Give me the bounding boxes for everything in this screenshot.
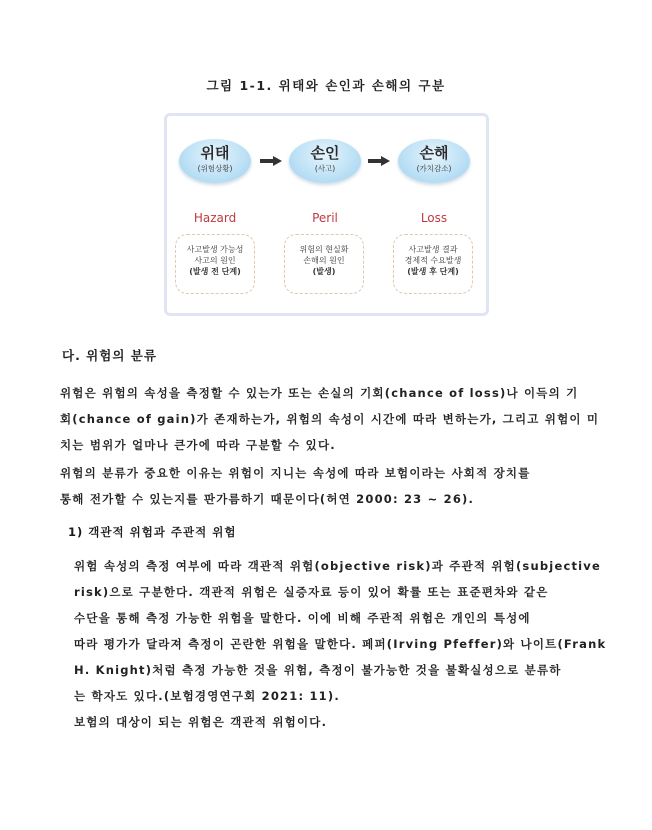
node-peril xyxy=(289,139,361,183)
desc-line: 사고발생 결과 xyxy=(408,245,458,254)
subsection-title: 1) 객관적 위험과 주관적 위험 xyxy=(68,525,237,539)
desc-peril xyxy=(284,234,364,294)
desc-line: 사고의 원인 xyxy=(194,256,236,265)
hazard-peril-loss-diagram xyxy=(164,113,489,316)
desc-stage: (발생) xyxy=(312,267,336,276)
desc-hazard xyxy=(175,234,255,294)
text-line: 치는 범위가 얼마나 큰가에 따라 구분할 수 있다. xyxy=(60,438,336,452)
arrow-right-icon xyxy=(260,156,282,166)
desc-stage: (발생 전 단계) xyxy=(189,267,241,276)
node-loss-subtitle: (가치감소) xyxy=(416,164,452,173)
text-line: H. Knight)처럼 측정 가능한 것을 위험, 측정이 불가능한 것을 불확실성으로 분류하 xyxy=(74,663,562,677)
paragraph-1 xyxy=(60,380,600,458)
arrow-right-icon xyxy=(368,156,390,166)
label-peril: Peril xyxy=(312,211,338,225)
label-hazard: Hazard xyxy=(193,211,237,225)
text-line: risk)으로 구분한다. 객관적 위험은 실증자료 등이 있어 확률 또는 표준편차와 같은 xyxy=(74,585,549,599)
figure-caption: 그림 1-1. 위태와 손인과 손해의 구분 xyxy=(206,78,446,93)
node-loss xyxy=(398,139,470,183)
desc-line: 위험의 현실화 xyxy=(299,245,349,254)
text-line: 위험 속성의 측정 여부에 따라 객관적 위험(objective risk)과 주관적 위험(subjective xyxy=(74,559,601,573)
node-hazard-title: 위태 xyxy=(200,144,230,162)
text-line: 보험의 대상이 되는 위험은 객관적 위험이다. xyxy=(74,715,328,729)
node-peril-subtitle: (사고) xyxy=(314,164,336,173)
desc-line: 손해의 원인 xyxy=(303,256,345,265)
text-line: 수단을 통해 측정 가능한 위험을 말한다. 이에 비해 주관적 위험은 개인의 특성에 xyxy=(74,611,531,625)
desc-line: 경제적 수요발생 xyxy=(404,256,462,265)
text-line: 위험의 분류가 중요한 이유는 위험이 지니는 속성에 따라 보험이라는 사회적 장치를 xyxy=(60,466,531,480)
label-loss: Loss xyxy=(420,211,448,225)
paragraph-2 xyxy=(60,460,600,512)
text-line: 는 학자도 있다.(보험경영연구회 2021: 11). xyxy=(74,689,340,703)
section-title: 다. 위험의 분류 xyxy=(62,348,157,363)
node-hazard-subtitle: (위험상황) xyxy=(197,164,233,173)
desc-loss xyxy=(393,234,473,294)
node-peril-title: 손인 xyxy=(310,144,340,162)
node-hazard xyxy=(179,139,251,183)
desc-stage: (발생 후 단계) xyxy=(407,267,459,276)
node-loss-title: 손해 xyxy=(419,144,449,162)
text-line: 위험은 위험의 속성을 측정할 수 있는가 또는 손실의 기회(chance of loss)나 이득의 기 xyxy=(60,386,579,400)
text-line: 통해 전가할 수 있는지를 판가름하기 때문이다(허연 2000: 23 ~ 26). xyxy=(60,492,475,506)
desc-line: 사고발생 가능성 xyxy=(186,245,244,254)
text-line: 따라 평가가 달라져 측정이 곤란한 위험을 말한다. 페퍼(Irving Pfeffer)와 나이트(Frank xyxy=(74,637,607,651)
paragraph-3 xyxy=(74,553,607,735)
text-line: 회(chance of gain)가 존재하는가, 위험의 속성이 시간에 따라 변하는가, 그리고 위험이 미 xyxy=(60,412,600,426)
